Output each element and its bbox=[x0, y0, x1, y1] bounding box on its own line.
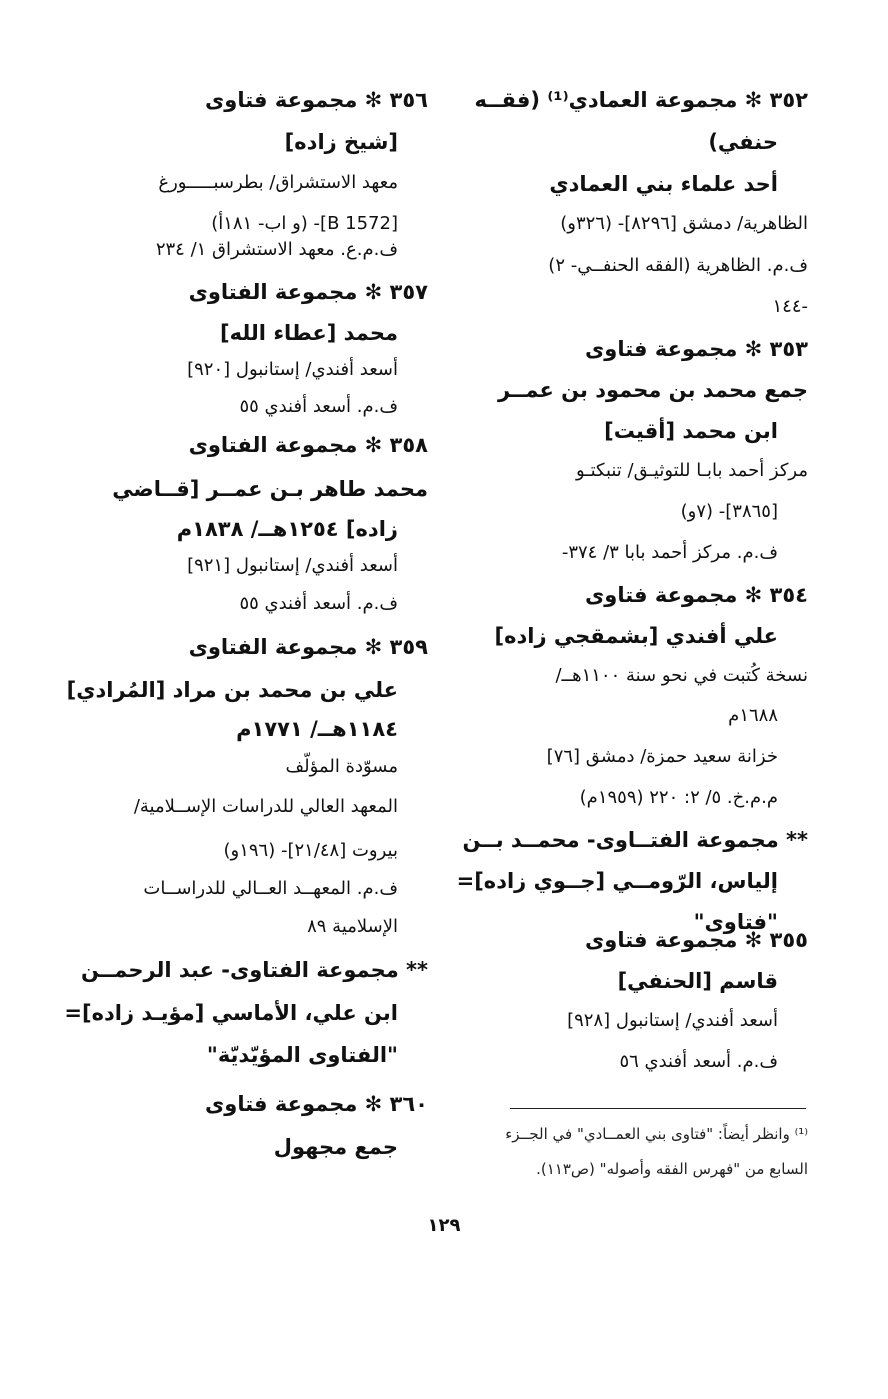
entry-357-ref: ف.م. أسعد أفندي ٥٥ bbox=[239, 396, 398, 417]
entry-359-ref: ف.م. المعهــد العــالي للدراســات bbox=[143, 878, 398, 899]
entry-358-author: محمد طاهر بـن عمــر [قــاضي bbox=[112, 477, 428, 501]
entry-352-ref: ف.م. الظاهرية (الفقه الحنفــي- ٢) bbox=[548, 255, 808, 276]
entry-359-ref-cont: الإسلامية ٨٩ bbox=[307, 916, 398, 937]
entry-360-title: ٣٦٠ ✻ مجموعة فتاوى bbox=[205, 1092, 428, 1116]
footnote-line-1: ⁽¹⁾ وانظر أيضاً: "فتاوى بني العمــادي" في الجــزء bbox=[505, 1125, 808, 1143]
entry-359-title: ٣٥٩ ✻ مجموعة الفتاوى bbox=[188, 635, 428, 659]
entry-353-author-cont: ابن محمد [أقيت] bbox=[604, 419, 778, 443]
entry-359-note: مسوّدة المؤلّف bbox=[285, 756, 398, 777]
entry-354-note: نسخة كُتبت في نحو سنة ١١٠٠هــ/ bbox=[555, 665, 808, 686]
entry-352-author: أحد علماء بني العمادي bbox=[549, 172, 778, 196]
entry-355-ref: ف.م. أسعد أفندي ٥٦ bbox=[619, 1051, 778, 1072]
entry-360-author: جمع مجهول bbox=[273, 1135, 398, 1159]
crossref-muayyad-zadeh-title: "الفتاوى المؤيّديّة" bbox=[206, 1043, 398, 1067]
entry-355-title: ٣٥٥ ✻ مجموعة فتاوى bbox=[585, 928, 808, 952]
entry-352-location: الظاهرية/ دمشق [٨٢٩٦]- (٣٢٦و) bbox=[560, 213, 808, 234]
entry-359-location: المعهد العالي للدراسات الإســلامية/ bbox=[133, 796, 398, 817]
crossref-jawi-zadeh-cont: إلياس، الرّومــي [جــوي زاده]= bbox=[456, 869, 778, 893]
entry-356-author: [شيخ زاده] bbox=[284, 130, 398, 154]
entry-353-author: جمع محمد بن محمود بن عمــر bbox=[497, 378, 808, 402]
entry-356-location-cont: [B 1572]- (و اب- ١٨١أ) bbox=[211, 213, 398, 234]
entry-354-title: ٣٥٤ ✻ مجموعة فتاوى bbox=[585, 583, 808, 607]
entry-356-title: ٣٥٦ ✻ مجموعة فتاوى bbox=[205, 88, 428, 112]
entry-353-title: ٣٥٣ ✻ مجموعة فتاوى bbox=[585, 337, 808, 361]
entry-355-author: قاسم [الحنفي] bbox=[617, 969, 778, 993]
crossref-jawi-zadeh-title: "فتاوى" bbox=[693, 910, 778, 934]
entry-358-author-cont: زاده] ١٢٥٤هــ/ ١٨٣٨م bbox=[176, 517, 398, 541]
entry-352-ref-cont: -١٤٤ bbox=[772, 296, 808, 317]
footnote-line-2: السابع من "فهرس الفقه وأصوله" (ص١١٣). bbox=[536, 1160, 808, 1178]
crossref-jawi-zadeh: ** مجموعة الفتــاوى- محمــد بــن bbox=[462, 828, 808, 852]
crossref-muayyad-zadeh-cont: ابن علي، الأماسي [مؤيـد زاده]= bbox=[64, 1001, 398, 1025]
entry-357-title: ٣٥٧ ✻ مجموعة الفتاوى bbox=[188, 280, 428, 304]
entry-356-ref: ف.م.ع. معهد الاستشراق ١/ ٢٣٤ bbox=[155, 239, 398, 260]
entry-358-title: ٣٥٨ ✻ مجموعة الفتاوى bbox=[188, 433, 428, 457]
entry-359-author-cont: ١١٨٤هــ/ ١٧٧١م bbox=[236, 717, 398, 741]
entry-357-location: أسعد أفندي/ إستانبول [٩٢٠] bbox=[187, 359, 398, 380]
footnote-separator bbox=[510, 1108, 806, 1109]
page-number: ١٢٩ bbox=[427, 1215, 461, 1236]
entry-352-title-cont: حنفي) bbox=[708, 130, 778, 154]
entry-355-location: أسعد أفندي/ إستانبول [٩٢٨] bbox=[567, 1010, 778, 1031]
entry-352-title: ٣٥٢ ✻ مجموعة العمادي⁽¹⁾ (فقــه bbox=[474, 88, 808, 112]
entry-353-location: مركز أحمد بابـا للتوثيـق/ تنبكتـو bbox=[576, 460, 808, 481]
entry-356-location: معهد الاستشراق/ بطرسبـــــورغ bbox=[158, 172, 398, 193]
entry-354-location: خزانة سعيد حمزة/ دمشق [٧٦] bbox=[546, 746, 778, 767]
entry-354-author: علي أفندي [بشمقجي زاده] bbox=[494, 624, 778, 648]
crossref-muayyad-zadeh: ** مجموعة الفتاوى- عبد الرحمــن bbox=[80, 958, 428, 982]
entry-359-author: علي بن محمد بن مراد [المُرادي] bbox=[66, 678, 398, 702]
entry-354-note-cont: ١٦٨٨م bbox=[728, 705, 778, 726]
entry-353-location-cont: [٣٨٦٥]- (٧و) bbox=[680, 501, 778, 522]
entry-358-ref: ف.م. أسعد أفندي ٥٥ bbox=[239, 593, 398, 614]
entry-358-location: أسعد أفندي/ إستانبول [٩٢١] bbox=[187, 555, 398, 576]
entry-353-ref: ف.م. مركز أحمد بابا ٣/ ٣٧٤- bbox=[561, 542, 778, 563]
entry-359-location-cont: بيروت [٢١/٤٨]- (١٩٦و) bbox=[223, 840, 398, 861]
entry-357-author: محمد [عطاء الله] bbox=[220, 321, 398, 345]
entry-354-ref: م.م.خ. ٥/ ٢: ٢٢٠ (١٩٥٩م) bbox=[579, 787, 778, 808]
